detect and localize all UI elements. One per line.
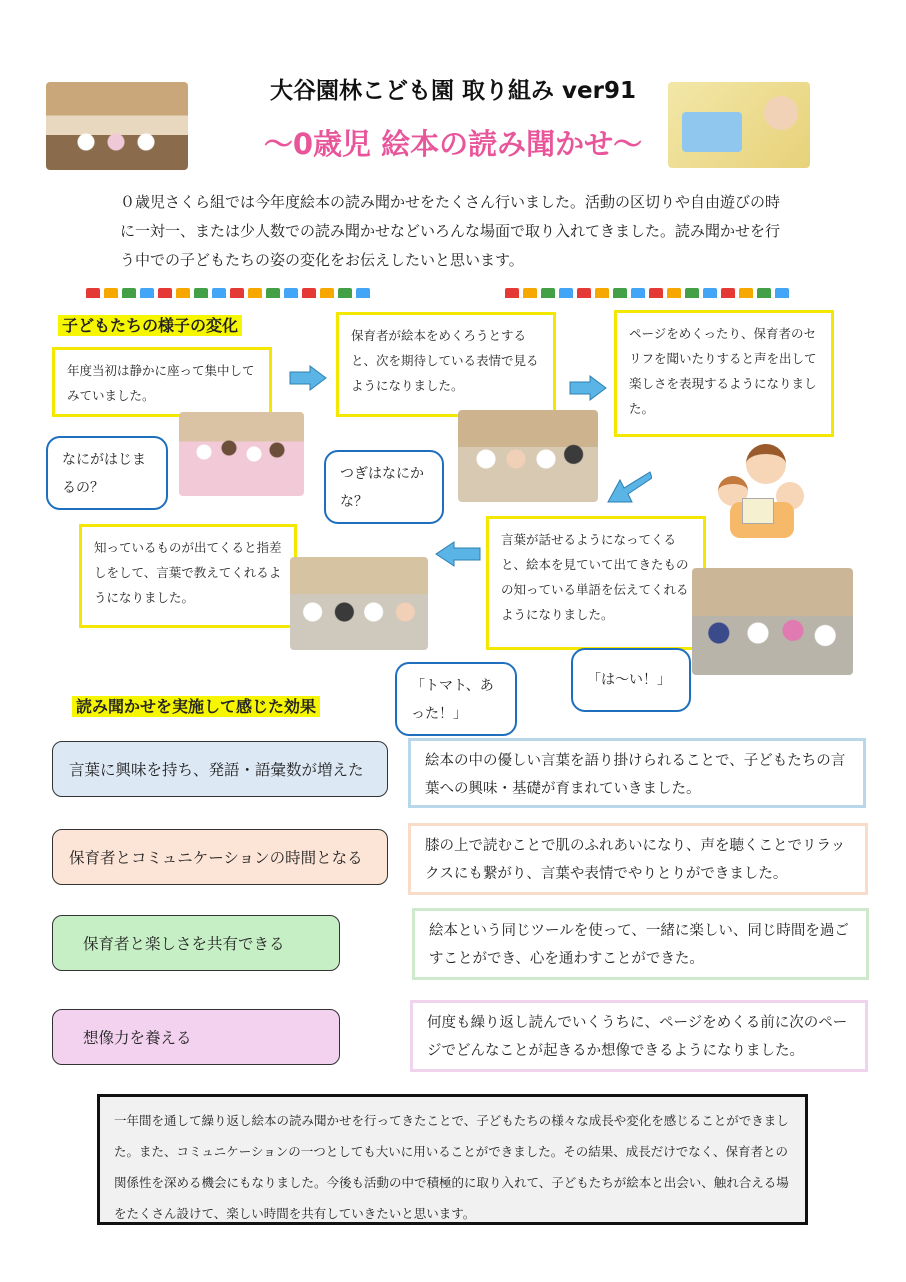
photo-illustration [712,440,808,546]
arrow-right-2-icon [568,374,608,402]
section2-heading: 読み聞かせを実施して感じた効果 [72,696,320,717]
arrow-left-icon [434,540,482,568]
section1-heading: 子どもたちの様子の変化 [58,315,242,336]
effect-desc-4: 何度も繰り返し読んでいくうちに、ページをめくる前に次のページでどんなことが起きるか想像できるようになりました。 [410,1000,868,1072]
effect-desc-2: 膝の上で読むことで肌のふれあいになり、声を聴くことでリラックスにも繋がり、言葉や表情でやりとりができました。 [408,823,868,895]
book-icon-row-left [86,283,396,295]
speech-bubble-2: つぎはなにかな？ [324,450,444,524]
effect-label-2: 保育者とコミュニケーションの時間となる [52,829,388,885]
step-box-3: ページをめくったり、保育者のセリフを聞いたりすると声を出して楽しさを表現するようになりました。 [614,310,834,437]
page-subtitle: ～0歳児 絵本の読み聞かせ～ [263,127,643,161]
effect-label-3: 保育者と楽しさを共有できる [52,915,340,971]
arrow-right-1-icon [288,364,328,392]
effect-label-1: 言葉に興味を持ち、発語・語彙数が増えた [52,741,388,797]
section1-heading-wrap [58,313,242,336]
speech-bubble-1: なにがはじまるの？ [46,436,168,510]
effect-label-4: 想像力を養える [52,1009,340,1065]
photo-step-5 [290,557,428,650]
step-box-1: 年度当初は静かに座って集中してみていました。 [52,347,272,417]
effect-desc-1: 絵本の中の優しい言葉を語り掛けられることで、子どもたちの言葉への興味・基礎が育まれていきました。 [408,738,866,808]
arrow-down-left-icon [606,466,652,506]
step-box-4: 言葉が話せるようになってくると、絵本を見ていて出てきたものの知っている単語を伝えてくれるようになりました。 [486,516,706,650]
section2-heading-wrap [72,694,320,717]
effect-desc-3: 絵本という同じツールを使って、一緒に楽しい、同じ時間を過ごすことができ、心を通わすことができた。 [412,908,869,980]
page-title: 大谷園林こども園 取り組み ver91 [270,78,636,104]
photo-step-1 [179,412,304,496]
step-box-5: 知っているものが出てくると指差しをして、言葉で教えてくれるようになりました。 [79,524,297,628]
photo-step-4 [692,568,853,675]
step-box-2: 保育者が絵本をめくろうとすると、次を期待している表情で見るようになりました。 [336,312,556,417]
summary-box: 一年間を通して繰り返し絵本の読み聞かせを行ってきたことで、子どもたちの様々な成長や変化を感じることができました。また、コミュニケーションの一つとしても大いに用いることができました。その結果、成長だけでなく、保育者との関係性を深める機会にもなりました。今後も活動の中で積極的に取り入れて、子どもたちが絵本と出会い、触れ合える場をたくさん設けて、楽しい時間を共有していきたいと思います。 [97,1094,808,1225]
book-icon-row-right [505,283,815,295]
speech-bubble-4: 「トマト、あった！」 [395,662,517,736]
photo-step-2 [458,410,598,502]
intro-text: ０歳児さくら組では今年度絵本の読み聞かせをたくさん行いました。活動の区切りや自由遊びの時に一対一、または少人数での読み聞かせなどいろんな場面で取り入れてきました。読み聞かせを行う中での子どもたちの姿の変化をお伝えしたいと思います。 [120,193,781,269]
speech-bubble-3: 「は～い！」 [571,648,691,712]
